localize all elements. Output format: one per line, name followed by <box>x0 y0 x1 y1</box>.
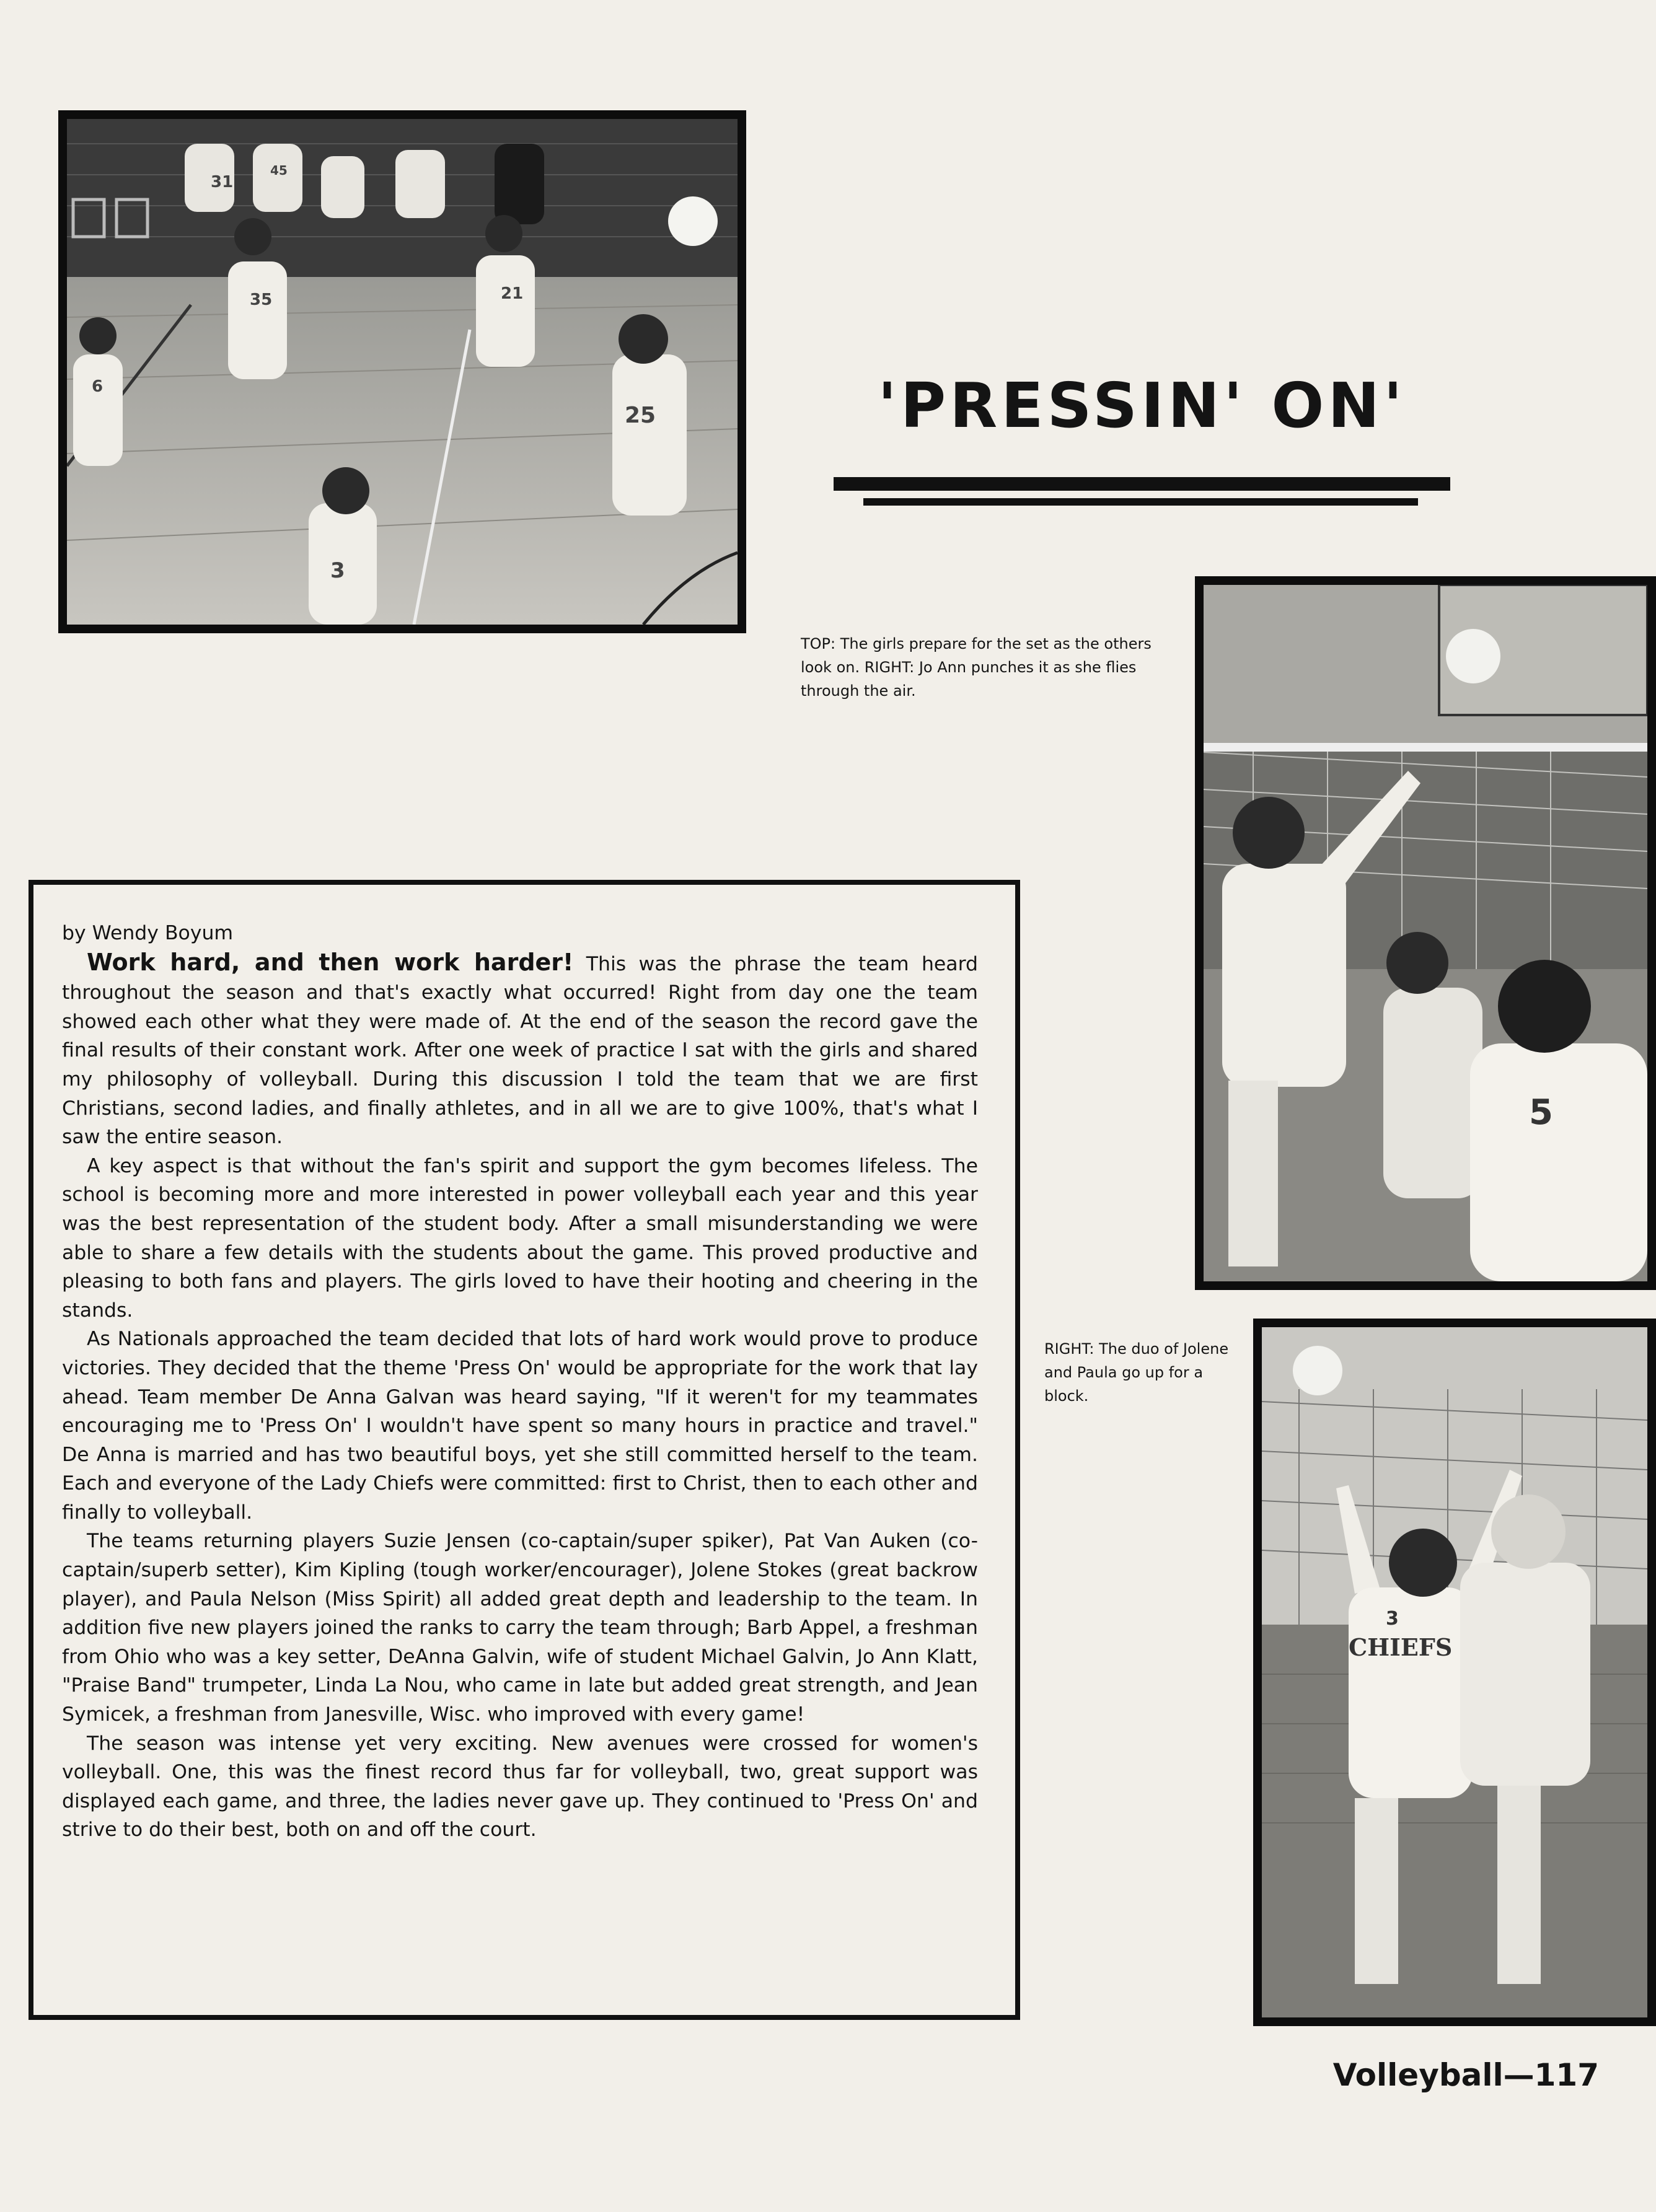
jersey-number: 21 <box>501 284 524 303</box>
article-paragraph-1 <box>62 948 978 1152</box>
title-rule-thin <box>863 498 1418 506</box>
jersey-number: 3 <box>330 558 345 583</box>
article-paragraph-2: A key aspect is that without the fan's spirit and support the gym becomes lifeless. The school is becoming more and more interested in power volleyball each year and this year was the best representation of the student body. After a small misunderstanding we were able to share a few details with the students about the game. This proved productive and pleasing to both fans and players. The girls loved to have their hooting and cheering in the stands. <box>62 1154 978 1322</box>
photo-volleyball-block-image <box>1262 1327 1647 2017</box>
photo-volleyball-spike <box>1195 576 1656 1290</box>
article-paragraph-5: The season was intense yet very exciting. New avenues were crossed for women's volleyball. One, this was the finest record thus far for volleyball, two, great support was displayed each game, and three, the ladies never gave up. They continued to 'Press On' and strive to do their best, both on and off the court. <box>62 1732 978 1841</box>
photo-volleyball-set-image <box>67 119 738 625</box>
jersey-number: 5 <box>1529 1092 1553 1133</box>
title-rule-thick <box>834 477 1450 491</box>
lead-phrase: Work hard, and then work harder! <box>87 948 574 976</box>
page-footer: Volleyball—117 <box>1332 2057 1599 2093</box>
article-paragraph-4: The teams returning players Suzie Jensen (co-captain/super spiker), Pat Van Auken (co-captain/superb setter), Kim Kipling (tough worker/encourager), Jolene Stokes (great backrow player), and Paula Nelson (Miss Spirit) all added great depth and leadership to the team. In addition five new players joined the ranks to carry the team through; Barb Appel, a freshman from Ohio who was a key setter, DeAnna Galvin, wife of student Michael Galvin, Jo Ann Klatt, "Praise Band" trumpeter, Linda La Nou, who came in late but added great strength, and Jean Symicek, a freshman from Janesville, Wisc. who improved with every game! <box>62 1530 978 1726</box>
jersey-number: 6 <box>92 377 103 396</box>
photo-volleyball-spike-image <box>1204 585 1647 1281</box>
jersey-number: 25 <box>625 403 656 428</box>
photo-volleyball-block <box>1253 1319 1656 2026</box>
article-paragraph-3: As Nationals approached the team decided that lots of hard work would prove to produce victories. They decided that the theme 'Press On' would be appropriate for the work that lay ahead. Team member De Anna Galvan was heard saying, "If it weren't for my teammates encouraging me to 'Press On' I wouldn't have spent so many hours in practice and travel." De Anna is married and has two beautiful boys, yet she still committed herself to the team. Each and everyone of the Lady Chiefs were committed: first to Christ, then to each other and finally to volleyball. <box>62 1328 978 1524</box>
jersey-number: 45 <box>270 163 288 178</box>
jersey-number: 31 <box>211 173 234 191</box>
photo-volleyball-set <box>58 110 746 633</box>
jersey-number: 3 <box>1386 1608 1399 1630</box>
photo-caption-top: TOP: The girls prepare for the set as the others look on. RIGHT: Jo Ann punches it as she flies through the air. <box>801 635 1152 700</box>
article-paragraph-1-text: This was the phrase the team heard throughout the season and that's exactly what occurred! Right from day one the team showed each other what they were made of. At the end of the season the record gave the final results of their constant work. After one week of practice I sat with the girls and shared my philosophy of volleyball. During this discussion I told the team that we are first Christians, second ladies, and finally athletes, and in all we are to give 100%, that's what I saw the entire season. <box>62 952 978 1149</box>
article-box <box>29 880 1020 2020</box>
jersey-text: CHIEFS <box>1349 1633 1453 1661</box>
jersey-number: 35 <box>250 291 273 309</box>
page-title: 'PRESSIN' ON' <box>878 369 1406 442</box>
photo-caption-right: RIGHT: The duo of Jolene and Paula go up for a block. <box>1044 1340 1229 1405</box>
byline: by Wendy Boyum <box>62 922 234 944</box>
